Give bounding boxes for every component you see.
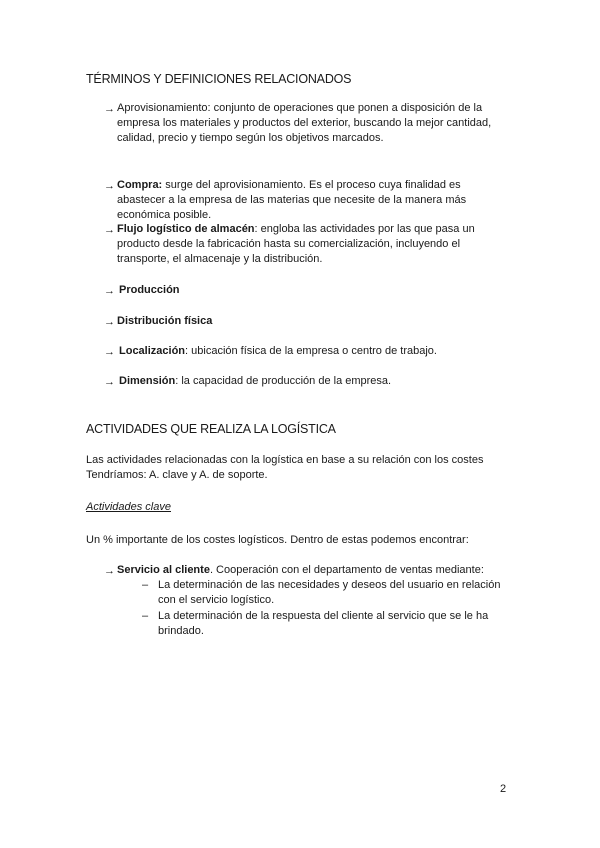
term-produccion — [119, 283, 180, 298]
dash-icon: – — [142, 579, 149, 591]
page-number: 2 — [500, 783, 507, 795]
arrow-icon: → — [104, 376, 115, 388]
term-distribucion-fisica — [117, 314, 212, 329]
arrow-icon: → — [104, 346, 115, 358]
term-localizacion — [119, 344, 509, 359]
arrow-icon: → — [104, 224, 115, 236]
arrow-icon: → — [104, 180, 115, 192]
term-text: Aprovisionamiento: conjunto de operaciones que ponen a disposición de la empresa los materiales y productos del exterior, buscando la mejor cantidad, calidad, precio y tiempo según los objetivos marcados. — [117, 102, 492, 144]
activities-intro: Las actividades relacionadas con la logística en base a su relación con los costes Tendríamos: A. clave y A. de soporte. — [86, 454, 484, 481]
term-label: Servicio al cliente — [117, 564, 210, 576]
dash-icon: – — [142, 610, 149, 622]
activities-clave-paragraph: Un % importante de los costes logísticos. Dentro de estas podemos encontrar: — [86, 534, 469, 546]
section-heading-terms: TÉRMINOS Y DEFINICIONES RELACIONADOS — [86, 72, 352, 86]
term-label: Distribución física — [117, 315, 213, 327]
term-dimension — [119, 374, 509, 389]
term-label: Producción — [119, 284, 180, 296]
term-text: surge del aprovisionamiento. Es el proceso cuya finalidad es abastecer a la empresa de las materias que necesite de la manera más económica posible. — [117, 179, 467, 221]
term-label: Flujo logístico de almacén — [117, 223, 255, 235]
subheading-activities-clave: Actividades clave — [86, 501, 171, 513]
term-text: : la capacidad de producción de la empresa. — [175, 375, 392, 387]
arrow-icon: → — [104, 103, 115, 115]
term-compra — [117, 178, 509, 223]
arrow-icon: → — [104, 565, 115, 577]
term-servicio-cliente — [117, 563, 512, 578]
term-text: : engloba las actividades por las que pasa un producto desde la fabricación hasta su comercialización, incluyendo el transporte, el almacenaje y la distribución. — [117, 223, 475, 265]
service-item: La determinación de la respuesta del cliente al servicio que se le ha brindado. — [158, 610, 489, 637]
term-flujo-logistico — [117, 222, 509, 267]
term-text: . Cooperación con el departamento de ventas mediante: — [209, 564, 484, 576]
term-label: Localización — [119, 345, 186, 357]
service-item: La determinación de las necesidades y deseos del usuario en relación con el servicio logístico. — [158, 579, 501, 606]
section-heading-activities: ACTIVIDADES QUE REALIZA LA LOGÍSTICA — [86, 422, 336, 436]
arrow-icon: → — [104, 316, 115, 328]
term-label: Dimensión — [119, 375, 176, 387]
term-label: Compra: — [117, 179, 163, 191]
arrow-icon: → — [104, 285, 115, 297]
term-aprovisionamiento — [117, 101, 502, 146]
term-text: : ubicación física de la empresa o centro de trabajo. — [185, 345, 437, 357]
